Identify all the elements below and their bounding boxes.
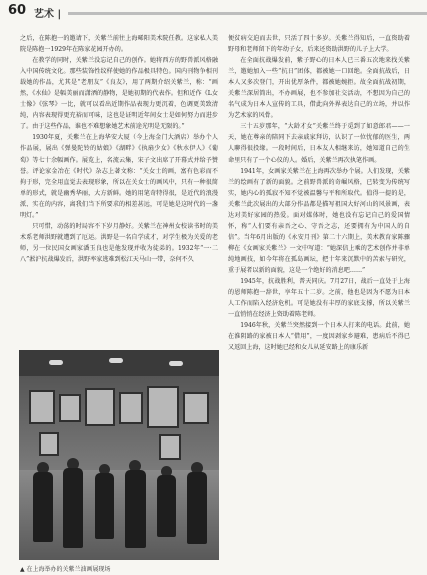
paragraph: 之后，在陈抱一的邀请下，关紫兰前往上海晞阳美术院任教。这家私人美院是陈抱一1929年在陈家花园开办的。: [20, 35, 218, 54]
paragraph: 在全面抗战爆发前，紫子野心的日本人已三番五次地来找关紫兰，邀她加入一些“抗日”团体，都被她一口回绝。全面抗战后，日本人又多次登门，开出优厚条件，都被她婉拒。故全面抗战初期，关紫兰深居简出，不办画展，也不参加社交活动，不想因为自己的名气成为日本人宣传的工具，借此向外界表达自己的立场，并以作为艺术家的风骨。: [228, 57, 410, 120]
paragraph: 只可惜，动荡的时局容不下岁月静好。关紫兰在神州女校读书时的美术系老师洪野就遭到了厄运。洪野是一名自学成才，对学生极为关爱的老师，另一位民国女画家潘玉良也是他发现并收为徒弟的。1932年“一·二八”淞沪抗战爆发后，洪野率家逃难到松江天马山一带，奈何不久: [20, 222, 218, 263]
photo-caption: ▲ 在上海举办的关紫兰油画展现场: [20, 566, 111, 573]
exhibition-photo: [19, 350, 219, 560]
paragraph: 在教学的同时，关紫兰没忘记自己的创作。她将西方的野兽派风格融入中国传统文化。那些装饰性纹样使她的作品极具特色。国内刊物争相刊载她的作品，尤其是“老朋友”《良友》，用了两期介绍关紫兰，称：“画然，《水仙》是幅美丽而潇洒的静物，是她初期的代表作。但和近作《L女士像》《弦琴》一比，就可以看出近期作品表现力更沉着，色调更美致清纯，内容表现得更充裕而可味，这也是证明近年间女士是如何努力而进步了。由于这些作品，谁也不难想象她艺术前途光明是无限的。”: [20, 57, 218, 131]
page-number: 60: [8, 3, 27, 18]
page-header: [0, 0, 427, 24]
header-rule: [68, 12, 427, 15]
paragraph: 三十五岁那年，“大龄才女”关紫兰终于觅到了如意郎君——一天，她在尊亲的陪同下去亲戚家拜访，认识了一位忧郁的医生，两人聊得很投缘。一段时间后，日本友人相继来访，她知道自己的生命里只有了一个心仪的人。婚后，关紫兰再次执笔作画。: [228, 123, 410, 164]
paragraph: 1941年，女画家关紫兰在上海再次举办个展。人们发现，关紫兰的绘画有了新的面貌。之前野兽派的奇崛风格，已转变为传统写实，她内心的孤寂不知不觉被温馨与平和所取代。值得一提的是，关紫兰此次展出的大部分作品都是描写祖国大好河山的风景画，表达对美好家园的热爱。面对媒体时，她也没有忘记自己的爱国情怀，称“人们要有亲吾之心、守吾之志，还要拥有为中国人的自信”。当年6月出版的《永安月刊》第二十六期上，美术教育家陈骤柳在《女画家关紫兰》一文中写道：“她深信上乘的艺术创作并非单纯地画技，如今年将在孤岛画坛，把十年来沉默中的苦索与研究，重于展者以新的面貌，这是一个绝好的消息吧……”: [228, 167, 410, 274]
right-column: [228, 33, 410, 353]
section-title: 艺术 |: [34, 9, 62, 20]
paragraph: 1930年夏，关紫兰在上海华安大厦（今上海金门大酒店）举办个人作品展，展出《弹曼陀铃的姑娘》《湖畔》《执扇少女》《秋水伊人》《葡萄》等七十余幅画作。展览上，名流云集，宋子文出席了开幕式并给予赞誉。评论家金冶在《时代》杂志上著文称：“关女士的画，富有色彩而不拘于形，完全用直觉去表现形象，所以在关女士的画风中，只有一种很简单的形式，就是幽秀华丽，大方新鲜。她的用笔奇特得很，是近代的浪漫派、实在的内容，离我们当下所要求的相差甚远，可是她是这时代的一盏明灯。”: [20, 134, 218, 219]
left-column: [20, 33, 218, 265]
paragraph: 便贫病交迫而去世，只活了四十多岁。关紫兰得知后，一直资助着野母和老师留下的年幼子女，后来还资助洪野的儿子上大学。: [228, 35, 410, 54]
paragraph: 1945年，抗战胜利，普天同庆。7月27日，战后一直处于上海的恩师陈抱一辞世，享年五十二岁。之前，他也是因为不愿为日本人工作而陷入经济危机。可是她没有丰厚的家底支撑，所以关紫兰一直悄悄在经济上资助着陈老师。: [228, 278, 410, 319]
paragraph: 1946年秋，关紫兰突然接到一个日本人打来的电话。此前，她在淮阴路的家被日本人“借用”，一度因剥家乡避难，患病后不得已又返回上海，这时她已经和女儿从延安路上的康乐新: [228, 322, 410, 352]
